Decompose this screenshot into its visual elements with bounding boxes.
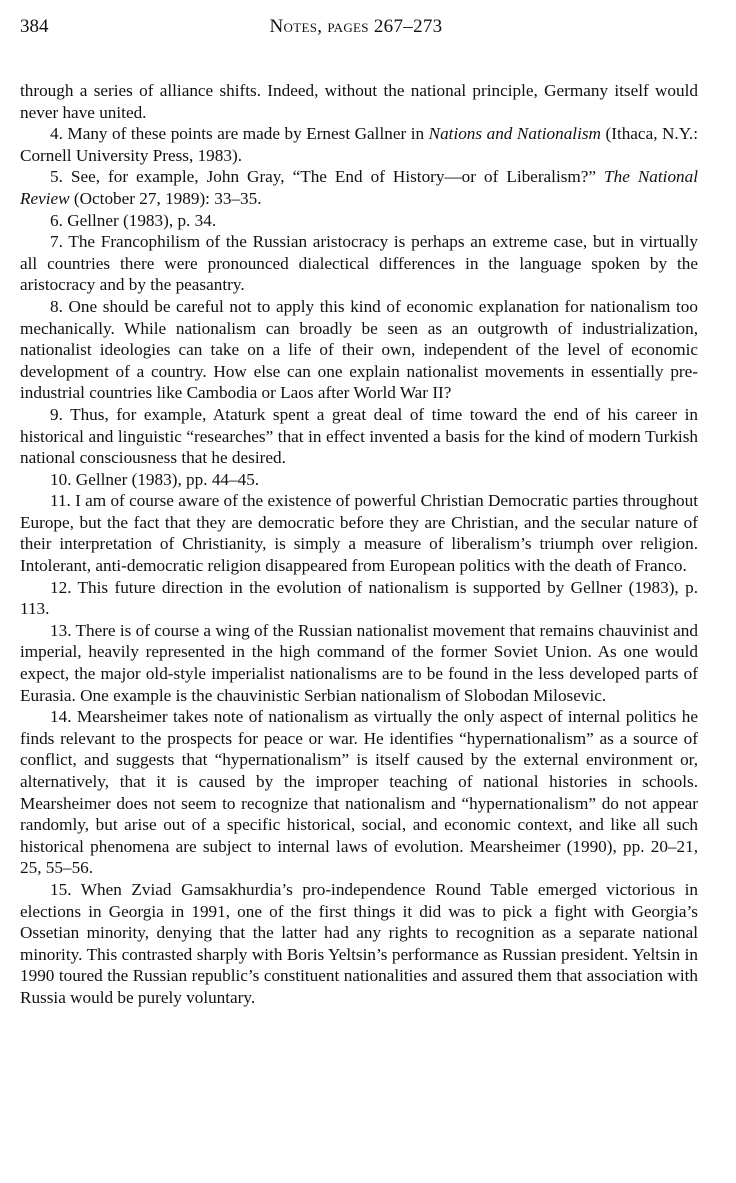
note-text: (October 27, 1989): 33–35. xyxy=(69,188,262,208)
note-6 xyxy=(20,210,698,232)
note-text: 13. There is of course a wing of the Russian nationalist movement that remains chauvinist and imperial, heavily represented in the high command of the former Soviet Union. As one would expect, the major old-style imperialist nationalisms are to be found in the less developed parts of Eurasia. One example is the chauvinistic Serbian nationalism of Slobodan Milosevic. xyxy=(20,620,698,705)
note-continuation xyxy=(20,80,698,123)
note-8 xyxy=(20,296,698,404)
note-text: 6. Gellner (1983), p. 34. xyxy=(50,210,217,230)
note-text: 9. Thus, for example, Ataturk spent a great deal of time toward the end of his career in historical and linguistic “researches” that in effect invented a basis for the kind of modern Turkish national consciousness that he desired. xyxy=(20,404,698,468)
note-text: 11. I am of course aware of the existence of powerful Christian Democratic parties throughout Europe, but the fact that they are democratic before they are Christian, and the secular nature of their interpretation of Christianity, is simply a measure of liberalism’s triumph over religion. Intolerant, anti-democratic religion disappeared from European politics with the death of Franco. xyxy=(20,491,698,576)
note-text: 5. See, for example, John Gray, “The End of History—or of Liberalism?” xyxy=(50,167,605,187)
note-11 xyxy=(20,490,698,576)
note-text: 14. Mearsheimer takes note of nationalism as virtually the only aspect of internal politics he finds relevant to the prospects for peace or war. He identifies “hypernationalism” as a source of conflict, and suggests that “hypernationalism” is itself caused by the external environment or, alternatively, that it is caused by the improper teaching of national histories in schools. Mearsheimer does not seem to recognize that nationalism and “hypernationalism” do not appear randomly, but arise out of a specific historical, social, and economic context, and like all such historical phenomena are subject to internal laws of evolution. Mearsheimer (1990), pp. 20–21, 25, 55–56. xyxy=(20,707,698,878)
note-text: 12. This future direction in the evolution of nationalism is supported by Gellner (1983), p. 113. xyxy=(20,577,698,619)
note-text: 8. One should be careful not to apply this kind of economic explanation for nationalism too mechanically. While nationalism can broadly be seen as an outgrowth of industrialization, nationalist ideologies can take on a life of their own, independent of the level of economic development of a country. How else can one explain nationalist movements in essentially pre-industrial countries like Cambodia or Laos after World War II? xyxy=(20,296,698,403)
note-text: 4. Many of these points are made by Ernest Gallner in xyxy=(50,124,429,144)
note-15 xyxy=(20,879,698,1009)
note-13 xyxy=(20,620,698,706)
notes-body xyxy=(20,80,698,1009)
note-9 xyxy=(20,404,698,469)
note-text: through a series of alliance shifts. Indeed, without the national principle, Germany itself would never have united. xyxy=(20,81,698,122)
note-text: 15. When Zviad Gamsakhurdia’s pro-independence Round Table emerged victorious in elections in Georgia in 1991, one of the first things it did was to pick a fight with Georgia’s Ossetian minority, denying that the latter had any rights to recognition as a separate national minority. This contrasted sharply with Boris Yeltsin’s performance as Russian president. Yeltsin in 1990 toured the Russian republic’s constituent nationalities and assured them that association with Russia would be purely voluntary. xyxy=(20,879,698,1007)
note-4 xyxy=(20,123,698,166)
note-12 xyxy=(20,577,698,620)
running-head-title: Notes, pages 267–273 xyxy=(269,16,443,37)
note-14 xyxy=(20,706,698,879)
note-text: 10. Gellner (1983), pp. 44–45. xyxy=(50,469,260,489)
note-7 xyxy=(20,231,698,296)
note-title-italic: The National Review xyxy=(20,167,698,208)
note-10 xyxy=(20,469,698,491)
note-title-italic: Nations and Nationalism xyxy=(428,124,601,144)
note-text: 7. The Francophilism of the Russian aristocracy is perhaps an extreme case, but in virtually all countries there were pronounced dialectical differences in the language spoken by the aristocracy and by the peasantry. xyxy=(20,232,698,295)
note-5 xyxy=(20,166,698,209)
page-number: 384 xyxy=(20,16,49,37)
note-text: (Ithaca, N.Y.: Cornell University Press, 1983). xyxy=(20,124,698,165)
running-head xyxy=(20,14,692,40)
